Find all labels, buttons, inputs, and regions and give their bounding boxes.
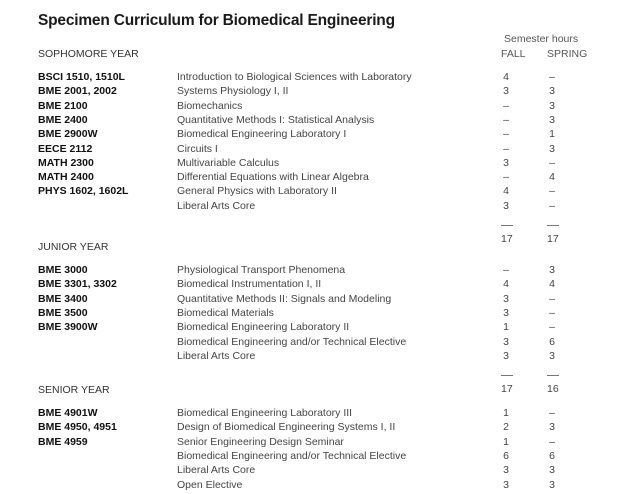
- fall-hours: 4: [503, 185, 509, 198]
- year-heading: JUNIOR YEAR: [38, 241, 109, 253]
- fall-hours: –: [503, 171, 509, 184]
- course-title: Biomedical Instrumentation I, II: [177, 278, 322, 291]
- course-code: BME 2100: [38, 99, 88, 112]
- course-code: BME 3900W: [38, 321, 98, 334]
- fall-hours: 3: [503, 199, 509, 212]
- course-row: [0, 407, 624, 421]
- fall-hours: 3: [503, 292, 509, 305]
- course-title: Biomechanics: [177, 99, 243, 112]
- fall-hours: 3: [503, 478, 509, 491]
- course-code: BME 2900W: [38, 128, 98, 141]
- spring-hours: –: [549, 156, 555, 169]
- fall-hours: –: [503, 142, 509, 155]
- fall-hours: 1: [503, 435, 509, 448]
- course-code: PHYS 1602, 1602L: [38, 185, 129, 198]
- course-row: [0, 307, 624, 321]
- course-row: [0, 200, 624, 214]
- course-title: Liberal Arts Core: [177, 199, 256, 212]
- fall-hours: 1: [503, 321, 509, 334]
- course-row: [0, 421, 624, 435]
- fall-hours: –: [503, 264, 509, 276]
- spring-hours: 3: [549, 113, 555, 126]
- course-title: General Physics with Laboratory II: [177, 185, 337, 198]
- year-heading: SOPHOMORE YEAR: [38, 48, 139, 60]
- course-row: [0, 450, 624, 464]
- fall-hours: 3: [503, 464, 509, 477]
- spring-hours: 3: [549, 349, 555, 362]
- course-code: BME 3000: [38, 264, 88, 276]
- course-title: Biomedical Engineering Laboratory III: [177, 407, 353, 419]
- course-row: [0, 464, 624, 478]
- fall-hours: –: [503, 128, 509, 141]
- fall-hours: 3: [503, 335, 509, 348]
- course-title: Quantitative Methods II: Signals and Modeling: [177, 292, 392, 305]
- spring-total-rule: [547, 375, 559, 376]
- course-code: BSCI 1510, 1510L: [38, 71, 125, 83]
- course-title: Biomedical Engineering and/or Technical Elective: [177, 449, 407, 462]
- spring-hours: –: [549, 71, 555, 83]
- fall-hours: 3: [503, 349, 509, 362]
- course-row: [0, 264, 624, 278]
- course-row: [0, 185, 624, 199]
- spring-column-header: SPRING: [547, 48, 588, 60]
- course-code: BME 2001, 2002: [38, 85, 117, 98]
- spring-hours: 3: [549, 421, 555, 434]
- fall-total: 17: [501, 382, 513, 395]
- spring-hours: 3: [549, 464, 555, 477]
- spring-hours: 6: [549, 335, 555, 348]
- spring-hours: –: [549, 185, 555, 198]
- course-title: Differential Equations with Linear Algebra: [177, 171, 369, 184]
- course-title: Biomedical Engineering Laboratory II: [177, 321, 350, 334]
- year-heading: SENIOR YEAR: [38, 384, 110, 396]
- spring-hours: –: [549, 321, 555, 334]
- course-row: [0, 157, 624, 171]
- fall-total: 17: [501, 232, 513, 245]
- page-title: Specimen Curriculum for Biomedical Engineering: [38, 12, 395, 29]
- course-title: Liberal Arts Core: [177, 349, 256, 362]
- fall-hours: 4: [503, 278, 509, 291]
- course-row: [0, 479, 624, 493]
- fall-hours: 3: [503, 306, 509, 319]
- course-title: Biomedical Materials: [177, 306, 274, 319]
- course-row: [0, 436, 624, 450]
- course-title: Liberal Arts Core: [177, 464, 256, 477]
- course-row: [0, 350, 624, 364]
- course-row: [0, 85, 624, 99]
- spring-hours: 3: [549, 99, 555, 112]
- spring-hours: 4: [549, 171, 555, 184]
- course-title: Design of Biomedical Engineering Systems I, II: [177, 421, 396, 434]
- course-title: Biomedical Engineering Laboratory I: [177, 128, 347, 141]
- course-row: [0, 143, 624, 157]
- course-row: [0, 128, 624, 142]
- spring-hours: –: [549, 407, 555, 419]
- course-code: BME 4901W: [38, 407, 98, 419]
- course-row: [0, 71, 624, 85]
- fall-hours: 2: [503, 421, 509, 434]
- course-title: Multivariable Calculus: [177, 156, 280, 169]
- fall-total-rule: [501, 225, 513, 226]
- spring-hours: 3: [549, 142, 555, 155]
- spring-hours: 3: [549, 85, 555, 98]
- spring-total: 16: [547, 382, 559, 395]
- course-title: Open Elective: [177, 478, 243, 491]
- course-code: BME 3500: [38, 306, 88, 319]
- spring-hours: –: [549, 199, 555, 212]
- course-row: [0, 114, 624, 128]
- course-title: Introduction to Biological Sciences with Laboratory: [177, 71, 412, 83]
- course-row: [0, 278, 624, 292]
- course-code: MATH 2300: [38, 156, 94, 169]
- course-row: [0, 321, 624, 335]
- course-row: [0, 336, 624, 350]
- fall-hours: –: [503, 99, 509, 112]
- course-code: BME 4950, 4951: [38, 421, 117, 434]
- spring-hours: 4: [549, 278, 555, 291]
- fall-column-header: FALL: [501, 48, 526, 60]
- spring-total-rule: [547, 225, 559, 226]
- fall-hours: 6: [503, 449, 509, 462]
- spring-hours: 3: [549, 478, 555, 491]
- fall-hours: 3: [503, 156, 509, 169]
- spring-hours: –: [549, 306, 555, 319]
- course-code: BME 2400: [38, 113, 88, 126]
- course-code: MATH 2400: [38, 171, 94, 184]
- course-code: EECE 2112: [38, 142, 93, 155]
- course-code: BME 3400: [38, 292, 88, 305]
- fall-hours: 4: [503, 71, 509, 83]
- spring-hours: 6: [549, 449, 555, 462]
- spring-hours: –: [549, 292, 555, 305]
- fall-hours: 1: [503, 407, 509, 419]
- spring-hours: 3: [549, 264, 555, 276]
- fall-hours: 3: [503, 85, 509, 98]
- course-title: Physiological Transport Phenomena: [177, 264, 346, 276]
- course-code: BME 3301, 3302: [38, 278, 117, 291]
- course-row: [0, 100, 624, 114]
- fall-total-rule: [501, 375, 513, 376]
- spring-hours: –: [549, 435, 555, 448]
- fall-hours: –: [503, 113, 509, 126]
- course-title: Circuits I: [177, 142, 218, 155]
- course-row: [0, 293, 624, 307]
- course-title: Quantitative Methods I: Statistical Analysis: [177, 113, 375, 126]
- course-row: [0, 171, 624, 185]
- spring-total: 17: [547, 232, 559, 245]
- course-title: Systems Physiology I, II: [177, 85, 289, 98]
- spring-hours: 1: [549, 128, 555, 141]
- semester-hours-header: Semester hours: [504, 33, 579, 45]
- course-title: Biomedical Engineering and/or Technical Elective: [177, 335, 407, 348]
- course-title: Senior Engineering Design Seminar: [177, 435, 344, 448]
- course-code: BME 4959: [38, 435, 88, 448]
